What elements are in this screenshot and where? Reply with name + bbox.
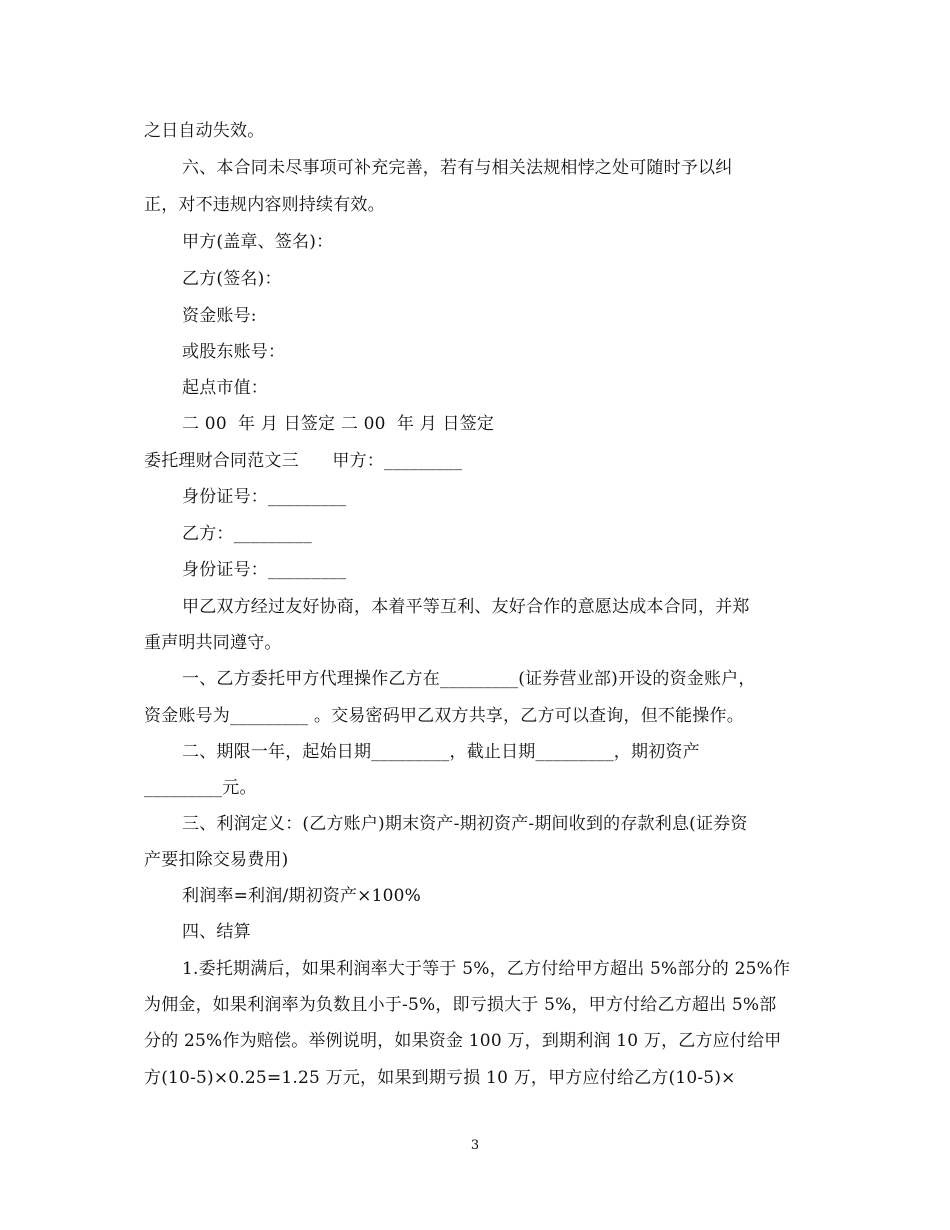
shareholder-account-line: 或股东账号： (182, 342, 286, 362)
signing-date-line: 二 00 年 月 日签定 二 00 年 月 日签定 (182, 414, 495, 434)
section-heading: 四、结算 (182, 922, 251, 942)
text-line: 三、利润定义：(乙方账户)期末资产-期初资产-期间收到的存款利息(证券资 (182, 814, 748, 834)
text-line: 产要扣除交易费用) (144, 850, 289, 870)
starting-market-value-line: 起点市值： (182, 378, 268, 398)
fund-account-line: 资金账号: (182, 306, 257, 326)
text-line: 为佣金，如果利润率为负数且小于-5%，即亏损大于 5%，甲方付给乙方超出 5%部 (144, 995, 777, 1015)
page-number: 3 (470, 1138, 480, 1153)
id-number-line-party-b: 身份证号：_________ (182, 560, 347, 580)
text-line: _________元。 (144, 778, 257, 798)
text-line: 1.委托期满后，如果利润率大于等于 5%，乙方付给甲方超出 5%部分的 25%作 (182, 959, 791, 979)
signature-line-party-b: 乙方(签名)： (182, 269, 282, 289)
signature-line-party-a: 甲方(盖章、签名)： (182, 232, 334, 252)
formula-line: 利润率=利润/期初资产×100% (182, 886, 422, 906)
text-line: 分的 25%作为赔偿。举例说明，如果资金 100 万，到期利润 10 万，乙方应付给甲 (144, 1031, 782, 1051)
text-line: 重声明共同遵守。 (144, 633, 282, 653)
text-line: 甲乙双方经过友好协商，本着平等互利、友好合作的意愿达成本合同，并郑 (182, 597, 750, 617)
id-number-line-party-a: 身份证号：_________ (182, 487, 347, 507)
text-line: 资金账号为_________ 。交易密码甲乙双方共享，乙方可以查询，但不能操作。 (144, 706, 744, 726)
text-line: 正，对不违规内容则持续有效。 (144, 195, 385, 215)
section-title-line: 委托理财合同范文三 甲方：_________ (144, 451, 463, 471)
party-b-line: 乙方：_________ (182, 524, 312, 544)
text-line: 一、乙方委托甲方代理操作乙方在_________(证券营业部)开设的资金账户， (182, 669, 756, 689)
text-line: 之日自动失效。 (144, 121, 265, 141)
text-line: 二、期限一年，起始日期_________，截止日期_________，期初资产 (182, 742, 700, 762)
text-line: 方(10-5)×0.25=1.25 万元，如果到期亏损 10 万，甲方应付给乙方(10-5)× (144, 1068, 736, 1088)
text-line: 六、本合同未尽事项可补充完善，若有与相关法规相悖之处可随时予以纠 (182, 158, 733, 178)
